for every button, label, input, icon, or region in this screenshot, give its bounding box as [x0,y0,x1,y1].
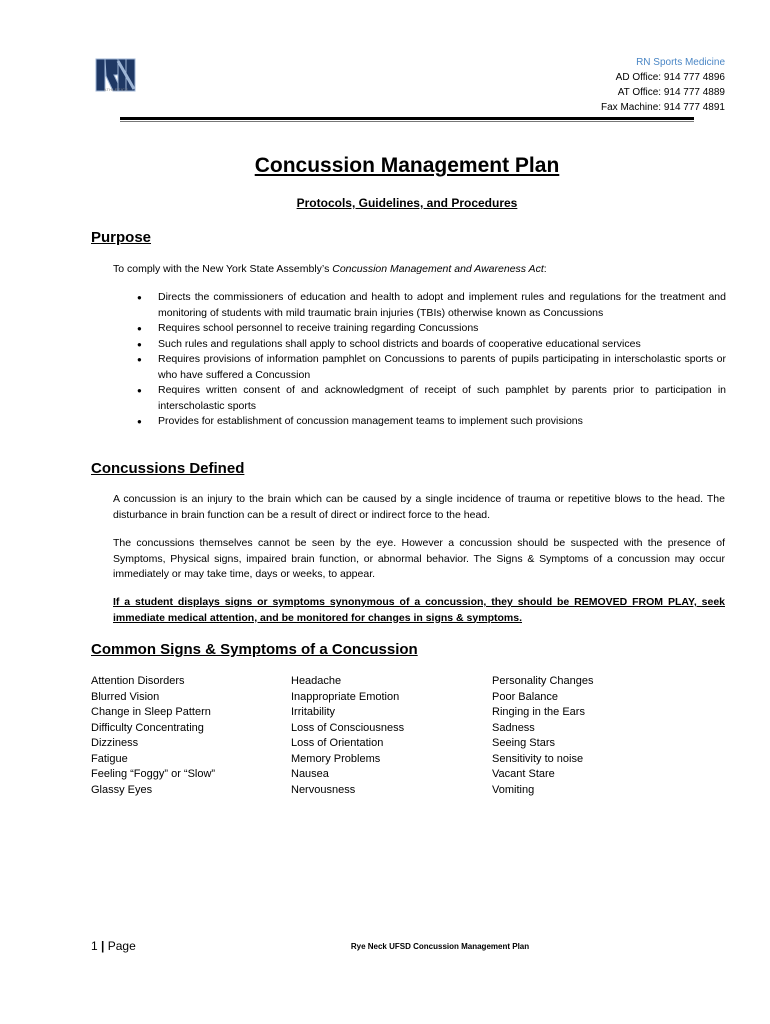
purpose-intro-prefix: To comply with the New York State Assembly’s [113,263,333,275]
list-item: Sensitivity to noise [492,752,584,765]
list-item: Attention Disorders [91,675,185,687]
concussions-defined-heading: Concussions Defined [91,460,245,477]
list-item: Blurred Vision [91,690,160,703]
symptoms-column-1 [91,674,215,798]
footer-doc-title: Rye Neck UFSD Concussion Management Plan [350,942,530,951]
list-item: Fatigue [91,752,128,765]
purpose-bullet-list [130,290,726,430]
page-title: Concussion Management Plan [254,154,560,177]
list-item: Glassy Eyes [91,783,153,796]
list-item: ● Directs the commissioners of education and health to adopt and implement rules and regulations for the treatment and monitoring of students with mild traumatic brain injuries (TBIs) otherwise known as Concussions [130,290,726,321]
logo-caption: ATHLETICS [103,87,129,92]
list-item: Poor Balance [492,690,559,703]
purpose-heading: Purpose [91,229,152,246]
symptoms-column-2 [291,674,404,798]
list-item: Memory Problems [291,752,381,765]
purpose-intro-suffix: : [543,263,547,275]
list-item: Sadness [492,721,535,734]
definition-paragraph: A concussion is an injury to the brain which can be caused by a single incidence of trauma or repetitive blows to the head. The disturbance in brain function can be a result of direct or indirect force to the head. [113,493,725,521]
list-item: Difficulty Concentrating [91,721,204,734]
list-item: Headache [291,675,342,687]
page-label: Page [107,939,136,953]
list-item: Ringing in the Ears [492,706,585,718]
header-rule [120,117,694,120]
page-number: 1 | Page [91,939,136,953]
list-item: Nausea [291,768,329,780]
act-name: Concussion Management and Awareness Act [332,263,544,275]
list-item: Dizziness [91,737,139,749]
list-item: Feeling “Foggy” or “Slow” [91,768,216,780]
list-item: Vomiting [492,783,535,796]
list-item: Irritability [291,706,336,718]
list-item: Inappropriate Emotion [291,690,400,703]
list-item: Vacant Stare [492,768,555,780]
symptoms-column-3 [492,674,594,798]
org-name: RN Sports Medicine [636,57,725,68]
purpose-intro [113,262,725,278]
page-number-value: 1 [91,939,98,953]
removal-warning: If a student displays signs or symptoms synonymous of a concussion, they should be REMOVED FROM PLAY, seek immediate medical attention, and be monitored for changes in signs & symptoms. [113,596,725,624]
symptoms-heading: Common Signs & Symptoms of a Concussion [91,641,418,658]
list-item: Change in Sleep Pattern [91,706,211,718]
fax-number: Fax Machine: 914 777 4891 [601,102,725,113]
list-item: Loss of Consciousness [291,721,405,734]
ad-office-phone: AD Office: 914 777 4896 [615,72,725,83]
list-item: Personality Changes [492,675,594,687]
header-rule-thin [120,121,694,122]
list-item: ● Requires provisions of information pamphlet on Concussions to parents of pupils participating in interscholastic sports or who have suffered a Concussion [130,352,726,383]
list-item: Nervousness [291,783,356,796]
list-item: ● Requires written consent of and acknowledgment of receipt of such pamphlet by parents prior to participation in interscholastic sports [130,383,726,414]
list-item: ● Provides for establishment of concussion management teams to implement such provisions [130,414,726,430]
at-office-phone: AT Office: 914 777 4889 [617,87,725,98]
list-item: ● Such rules and regulations shall apply to school districts and boards of cooperative educational services [130,337,726,353]
page-subtitle: Protocols, Guidelines, and Procedures [296,196,518,210]
contact-block [601,55,725,115]
list-item: Loss of Orientation [291,737,384,749]
list-item: ● Requires school personnel to receive training regarding Concussions [130,321,726,337]
list-item: Seeing Stars [492,737,555,749]
symptom-onset-paragraph: The concussions themselves cannot be seen by the eye. However a concussion should be suspected with the presence of Symptoms, Physical signs, impaired brain function, or abnormal behavior. The Signs & Symptoms of a concussion may occur immediately or may take time, days or weeks, to appear. [113,537,725,580]
